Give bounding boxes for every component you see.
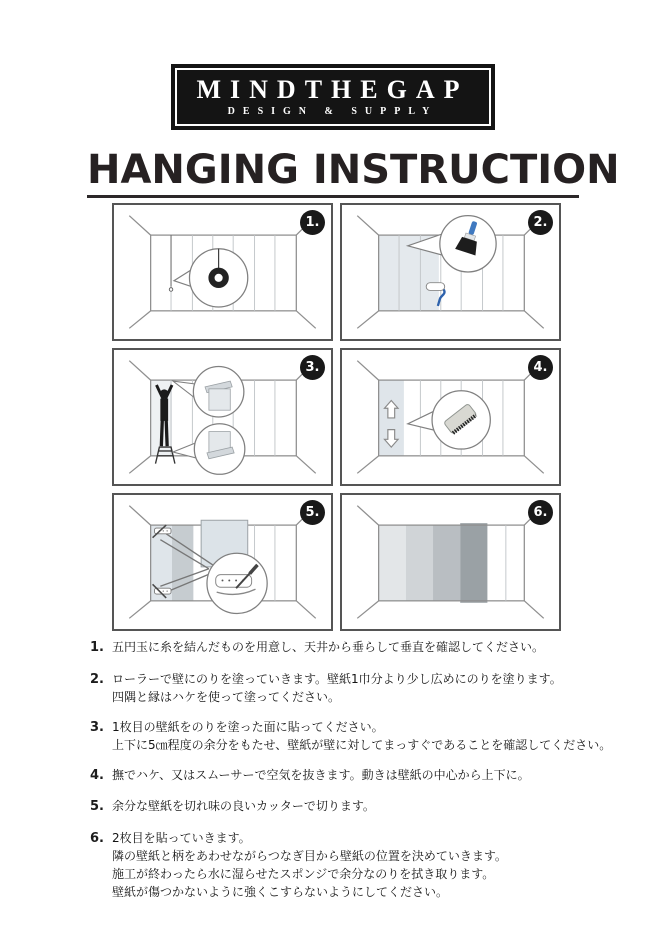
step-badge-6: 6.	[528, 500, 553, 525]
plumb-line-icon	[169, 235, 172, 291]
instruction-2	[90, 670, 642, 706]
panel-4-smooth-air-out	[340, 348, 561, 486]
brand-tagline: DESIGN & SUPPLY	[227, 106, 438, 117]
instruction-5-text	[112, 797, 642, 817]
instruction-5-number: 5.	[90, 799, 104, 814]
instruction-line: ローラーで壁にのりを塗っていきます。壁紙1巾分より少し広めにのりを塗ります。	[112, 671, 562, 686]
strip-4	[460, 523, 487, 603]
title-block	[87, 147, 620, 198]
diagram-grid	[112, 203, 561, 631]
instruction-1-text	[112, 638, 642, 658]
panel-1-illustration	[114, 205, 331, 339]
instruction-1-number: 1.	[90, 640, 104, 655]
instruction-4-text	[112, 766, 642, 786]
panel-3-illustration	[114, 350, 331, 484]
instruction-line: 余分な壁紙を切れ味の良いカッターで切ります。	[112, 799, 375, 813]
instruction-line: 施工が終わったら水に湿らせたスポンジで余分なのりを拭き取ります。	[112, 866, 495, 881]
instruction-6	[90, 829, 642, 901]
page-title: HANGING INSTRUCTION	[87, 147, 620, 193]
step-badge-4: 4.	[528, 355, 553, 380]
step-badge-5: 5.	[300, 500, 325, 525]
panel-4-illustration	[342, 350, 559, 484]
brand-logo	[171, 64, 495, 130]
instruction-3-text	[112, 718, 642, 754]
panel-3-hang-first-strip	[112, 348, 333, 486]
step-badge-2: 2.	[528, 210, 553, 235]
magnifier-bubble-icon	[207, 553, 267, 613]
instruction-2-number: 2.	[90, 671, 104, 687]
instruction-line: 四隅と縁はハケを使って塗ってください。	[112, 689, 341, 704]
instruction-line: 上下に5㎝程度の余分をもたせ、壁紙が壁に対してまっすぐであることを確認してください。	[112, 737, 612, 752]
strip-3	[433, 525, 460, 601]
instruction-list	[90, 638, 642, 913]
panel-5-trim-excess	[112, 493, 333, 631]
magnifier-top-overlap-icon	[173, 367, 244, 417]
strip-2	[172, 525, 193, 601]
instruction-line: 壁紙が傷つかないように強くこすらないようにしてください。	[112, 884, 449, 899]
strip-1	[379, 525, 406, 601]
panel-1-plumb-line	[112, 203, 333, 341]
panel-5-illustration	[114, 495, 331, 629]
instruction-6-number: 6.	[90, 830, 104, 846]
instruction-4	[90, 766, 642, 786]
instruction-line: 撫でハケ、又はスムーサーで空気を抜きます。動きは壁紙の中心から上下に。	[112, 767, 530, 782]
strip-2	[406, 525, 433, 601]
instruction-3	[90, 718, 642, 754]
step-badge-3: 3.	[300, 355, 325, 380]
instruction-line: 2枚目を貼っていきます。	[112, 830, 251, 845]
instruction-3-number: 3.	[90, 719, 104, 735]
brand-name: MINDTHEGAP	[196, 75, 469, 104]
panel-2-apply-paste	[340, 203, 561, 341]
instruction-line: 隣の壁紙と柄をあわせながらつなぎ目から壁紙の位置を決めていきます。	[112, 848, 507, 863]
step-badge-1: 1.	[300, 210, 325, 235]
magnifier-bubble-icon	[174, 249, 248, 307]
instruction-4-number: 4.	[90, 767, 104, 783]
instruction-line: 1枚目の壁紙をのりを塗った面に貼ってください。	[112, 719, 384, 734]
panel-6-illustration	[342, 495, 559, 629]
instruction-6-text	[112, 829, 642, 901]
instruction-1	[90, 638, 642, 658]
title-underline	[87, 195, 579, 198]
brand-logo-frame	[175, 68, 491, 126]
magnifier-bottom-overlap-icon	[173, 424, 245, 474]
instruction-5	[90, 797, 642, 817]
panel-2-illustration	[342, 205, 559, 339]
panel-6-following-strips	[340, 493, 561, 631]
instruction-line: 五円玉に糸を結んだものを用意し、天井から垂らして垂直を確認してください。	[112, 640, 545, 654]
instruction-2-text	[112, 670, 642, 706]
